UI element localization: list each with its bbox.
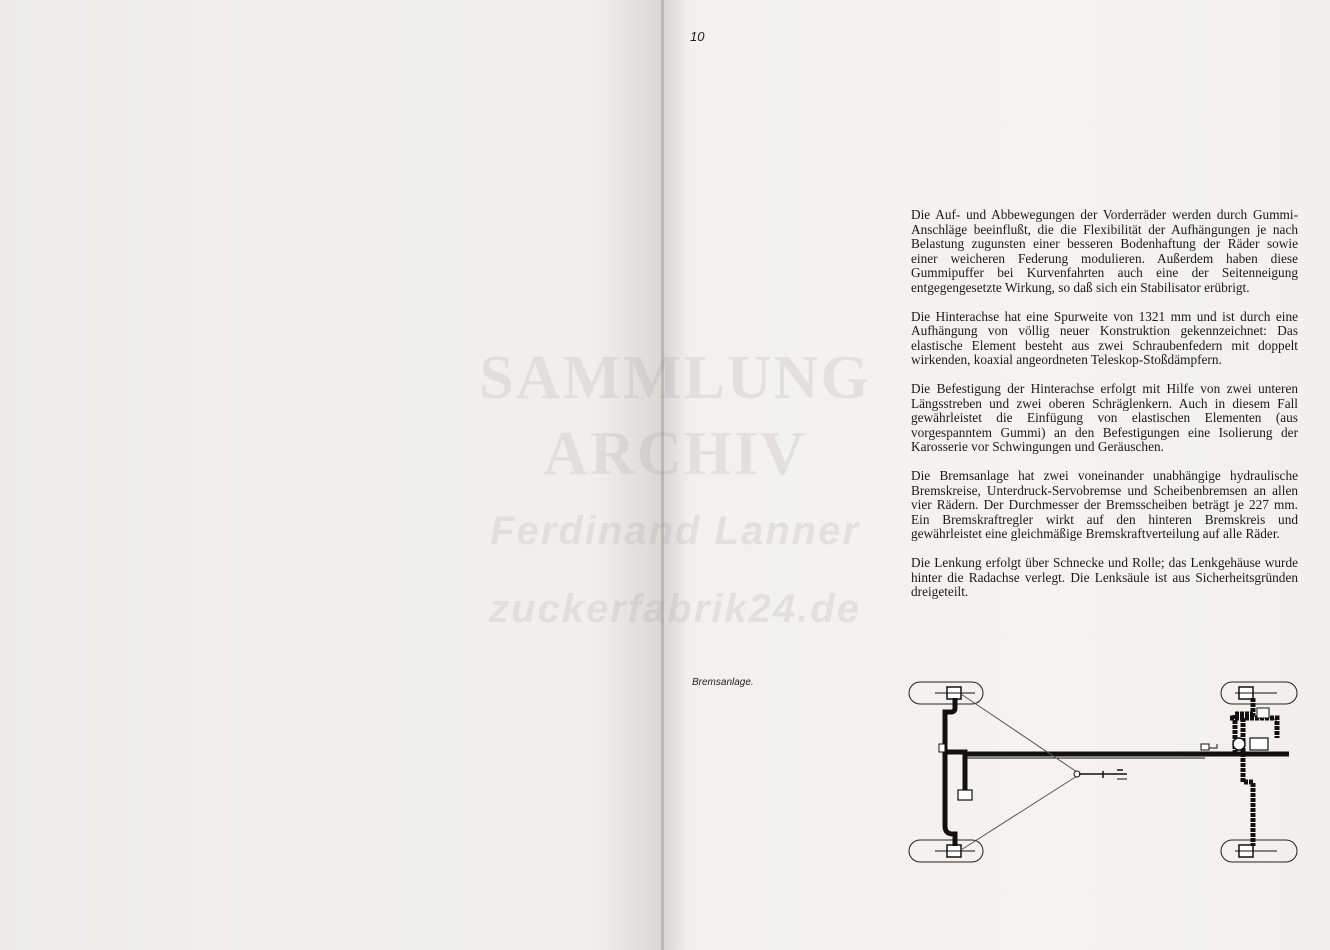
handbrake-cable [961, 776, 1077, 850]
brake-pedal [1201, 744, 1209, 750]
page-number: 10 [690, 29, 705, 44]
brake-servo [1233, 738, 1245, 750]
front-brake-line-dotted [1243, 718, 1253, 846]
brake-system-diagram [905, 678, 1301, 868]
paragraph-steering: Die Lenkung erfolgt über Schnecke und Rolle; das Lenkgehäuse wurde hinter die Radachse verlegt. Die Lenksäule ist aus Sicherheitsgründen dreigeteilt. [911, 555, 1298, 599]
handbrake-cable [961, 694, 1077, 772]
rear-brake-line-2 [945, 752, 965, 794]
paragraph-rear-axle: Die Hinterachse hat eine Spurweite von 1321 mm und ist durch eine Aufhängung von völlig neuer Konstruktion gekennzeichnet: Das elastische Element besteht aus zwei Schraubenfedern mit doppelt wirkenden, koaxial angeordneten Teleskop-Stoßdämpfern. [911, 308, 1298, 367]
left-page-blank [0, 0, 662, 950]
brake-force-regulator [958, 790, 972, 800]
paragraph-brake-system: Die Bremsanlage hat zwei voneinander unabhängige hydraulische Bremskreise, Unterdruck-Servobremse und Scheibenbremsen an allen vier Rädern. Der Durchmesser der Bremsscheiben beträgt je 227 mm. Ein Bremskraftregler wirkt auf den hinteren Bremskreis und gewährleistet eine gleichmäßige Bremskraftverteilung auf alle Räder. [911, 468, 1298, 541]
figure-caption: Bremsanlage. [692, 677, 754, 688]
body-text [911, 208, 1298, 614]
paragraph-rear-axle-mounting: Die Befestigung der Hinterachse erfolgt mit Hilfe von zwei unteren Längsstreben und zwei oberen Schräglenkern. Auch in diesem Fall gewährleistet die Einfügung von elastischen Elementen (aus vorgespanntem Gummi) an den Befestigungen eine Isolierung der Karosserie vor Schwingungen und Geräuschen. [911, 381, 1298, 454]
master-cylinder [1250, 738, 1268, 750]
rear-brake-line [945, 698, 955, 846]
paragraph-front-suspension: Die Auf- und Abbewegungen der Vorderräder werden durch Gummi-Anschläge beeinflußt, die die Flexibilität der Aufhängungen je nach Belastung zugunsten einer besseren Bodenhaftung der Räder sowie einer weicheren Federung modulieren. Außerdem haben diese Gummipuffer bei Kurvenfahrten auch eine der Seitenneigung entgegengesetzte Wirkung, so daß sich ein Stabilisator erübrigt. [911, 207, 1298, 295]
